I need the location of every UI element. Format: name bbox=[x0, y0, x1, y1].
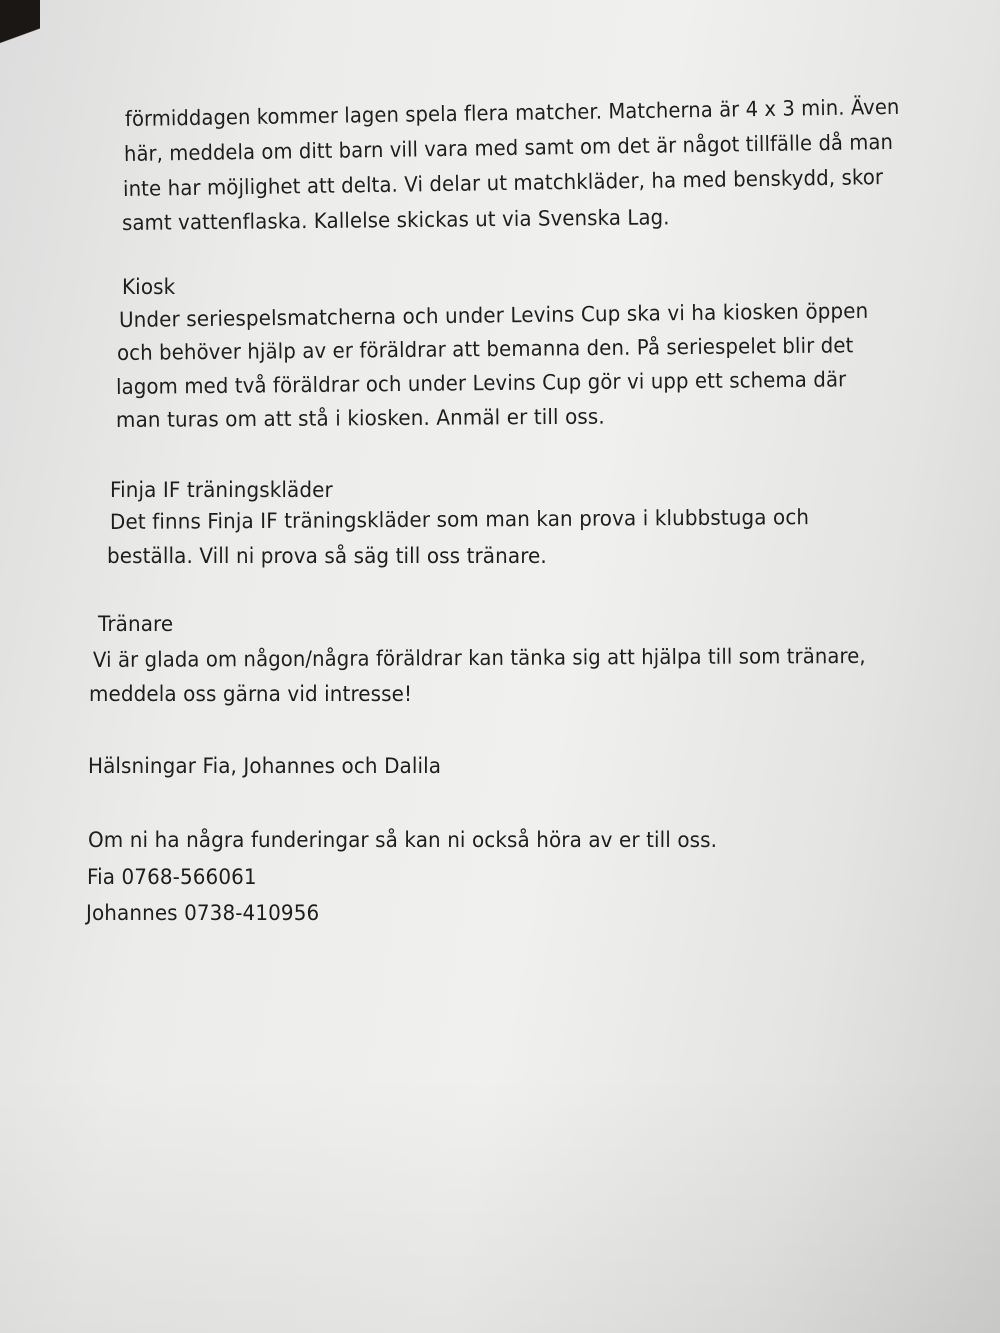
tranare-line-1: Vi är glada om någon/några föräldrar kan tänka sig att hjälpa till som tränare, bbox=[92, 643, 866, 672]
paper-shade bbox=[0, 1073, 1000, 1333]
intro-line-1: förmiddagen kommer lagen spela flera matcher. Matcherna är 4 x 3 min. Även bbox=[124, 94, 900, 131]
intro-line-3: inte har möjlighet att delta. Vi delar ut matchkläder, ha med benskydd, skor bbox=[122, 165, 884, 201]
table-background bbox=[0, 0, 40, 80]
kiosk-line-3: lagom med två föräldrar och under Levins Cup gör vi upp ett schema där bbox=[115, 367, 847, 399]
greeting: Hälsningar Fia, Johannes och Dalila bbox=[88, 754, 442, 778]
intro-line-4: samt vattenflaska. Kallelse skickas ut via Svenska Lag. bbox=[121, 205, 670, 235]
kiosk-line-2: och behöver hjälp av er föräldrar att bemanna den. På seriespelet blir det bbox=[116, 333, 854, 365]
traningsklader-heading: Finja IF träningskläder bbox=[110, 478, 333, 502]
tranare-line-2: meddela oss gärna vid intresse! bbox=[89, 682, 413, 706]
contact-fia: Fia 0768-566061 bbox=[87, 865, 257, 889]
traningsklader-line-2: beställa. Vill ni prova så säg till oss tränare. bbox=[107, 544, 547, 568]
tranare-heading: Tränare bbox=[98, 612, 174, 636]
traningsklader-line-1: Det finns Finja IF träningskläder som man kan prova i klubbstuga och bbox=[109, 505, 810, 534]
kiosk-heading: Kiosk bbox=[122, 275, 176, 299]
kiosk-line-4: man turas om att stå i kiosken. Anmäl er till oss. bbox=[115, 404, 605, 432]
kiosk-line-1: Under seriespelsmatcherna och under Levins Cup ska vi ha kiosken öppen bbox=[118, 298, 869, 332]
contact-johannes: Johannes 0738-410956 bbox=[86, 901, 320, 925]
intro-line-2: här, meddela om ditt barn vill vara med samt om det är något tillfälle då man bbox=[123, 129, 894, 166]
contact-intro: Om ni ha några funderingar så kan ni också höra av er till oss. bbox=[88, 828, 718, 852]
